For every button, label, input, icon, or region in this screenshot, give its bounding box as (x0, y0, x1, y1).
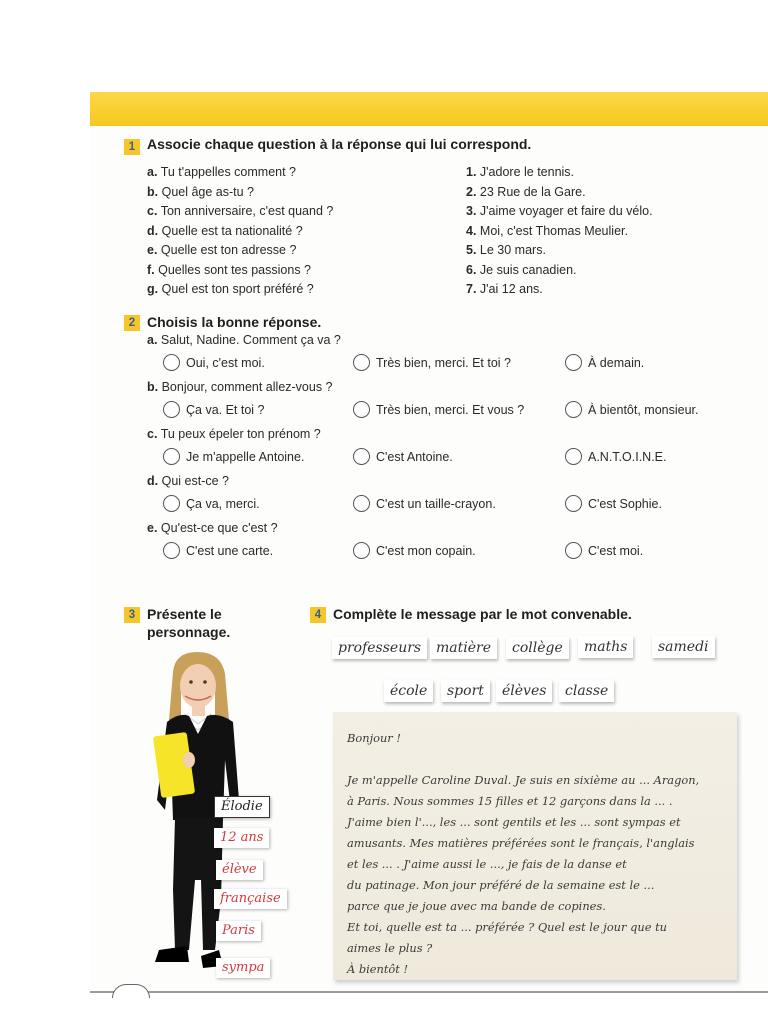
radio-circle[interactable] (163, 354, 180, 371)
page-bottom-rule (90, 991, 768, 993)
mcq-option[interactable] (163, 495, 260, 513)
mcq-question (147, 426, 321, 442)
mcq-letter: e. (147, 521, 158, 535)
top-banner (90, 92, 768, 126)
answer-row (466, 242, 546, 258)
answer-number: 7. (466, 282, 477, 296)
question-letter: b. (147, 184, 159, 199)
profile-tag: élève (216, 860, 263, 880)
profile-tag: française (214, 889, 287, 909)
mcq-option[interactable] (353, 354, 511, 372)
question-row (147, 262, 311, 278)
exercise-1-number: 1 (124, 139, 140, 155)
mcq-option-label: C'est un taille-crayon. (376, 497, 496, 511)
answer-row (466, 184, 586, 200)
page-number-tab (112, 984, 150, 998)
mcq-question-text: Qui est-ce ? (161, 474, 229, 488)
mcq-letter: d. (147, 474, 159, 488)
mcq-option-label: Je m'appelle Antoine. (186, 450, 305, 464)
mcq-question-text: Bonjour, comment allez-vous ? (161, 380, 333, 394)
mcq-option[interactable] (565, 495, 662, 513)
letter-line: parce que je joue avec ma bande de copines. (347, 899, 606, 913)
mcq-option-label: À demain. (588, 356, 645, 370)
mcq-option-label: Très bien, merci. Et vous ? (376, 403, 525, 417)
exercise-2-number: 2 (124, 315, 140, 331)
radio-circle[interactable] (163, 495, 180, 512)
mcq-letter: c. (147, 427, 158, 441)
mcq-option-label: Oui, c'est moi. (186, 356, 265, 370)
mcq-question (147, 332, 341, 348)
radio-circle[interactable] (163, 542, 180, 559)
mcq-option[interactable] (353, 401, 524, 419)
mcq-option-label: C'est une carte. (186, 544, 274, 558)
answer-number: 4. (466, 223, 477, 238)
question-letter: d. (147, 223, 159, 238)
answer-number: 3. (466, 204, 477, 218)
answer-text: 23 Rue de la Gare. (479, 184, 586, 199)
mcq-option-label: C'est Antoine. (376, 450, 453, 464)
profile-tag: Paris (216, 921, 261, 941)
mcq-question (147, 473, 229, 489)
radio-circle[interactable] (353, 354, 370, 371)
answer-text: J'adore le tennis. (479, 165, 575, 179)
answer-text: Moi, c'est Thomas Meulier. (479, 223, 628, 238)
answer-text: J'aime voyager et faire du vélo. (479, 204, 653, 218)
word-card[interactable]: classe (559, 680, 614, 702)
answer-row (466, 223, 628, 239)
profile-tag: Élodie (214, 796, 270, 818)
answer-text: Je suis canadien. (479, 262, 577, 277)
mcq-option[interactable] (353, 495, 496, 513)
word-card[interactable]: matière (430, 637, 497, 659)
mcq-option-label: C'est Sophie. (588, 497, 662, 511)
mcq-option[interactable] (565, 542, 643, 560)
mcq-option[interactable] (353, 542, 476, 560)
radio-circle[interactable] (565, 542, 582, 559)
letter-line: À bientôt ! (347, 962, 409, 976)
letter-line: à Paris. Nous sommes 15 filles et 12 garçons dans la ... . (347, 794, 673, 808)
question-text: Quelle est ta nationalité ? (161, 223, 303, 238)
word-card[interactable]: professeurs (332, 637, 427, 659)
question-letter: c. (147, 204, 158, 218)
mcq-option-label: A.N.T.O.I.N.E. (588, 450, 667, 464)
radio-circle[interactable] (565, 401, 582, 418)
word-card[interactable]: maths (578, 636, 633, 658)
mcq-option[interactable] (163, 448, 304, 466)
profile-tag: 12 ans (214, 828, 269, 848)
exercise-3-number: 3 (124, 607, 140, 623)
question-row (147, 164, 296, 180)
letter-line: Et toi, quelle est ta ... préférée ? Quel est le jour que tu (347, 920, 667, 934)
radio-circle[interactable] (353, 448, 370, 465)
question-text: Quel est ton sport préféré ? (161, 282, 314, 296)
question-text: Quelle est ton adresse ? (160, 243, 297, 257)
question-letter: g. (147, 282, 159, 296)
question-row (147, 203, 333, 219)
question-letter: e. (147, 243, 158, 257)
exercise-1-title: Associe chaque question à la réponse qui lui correspond. (147, 136, 532, 152)
answer-number: 5. (466, 243, 477, 257)
profile-tag: sympa (216, 958, 270, 978)
letter-line: amusants. Mes matières préférées sont le français, l'anglais (347, 836, 695, 850)
word-card[interactable]: samedi (652, 636, 715, 658)
radio-circle[interactable] (163, 401, 180, 418)
question-text: Quelles sont tes passions ? (158, 262, 311, 277)
radio-circle[interactable] (353, 495, 370, 512)
radio-circle[interactable] (565, 495, 582, 512)
letter-line: et les ... . J'aime aussi le ..., je fais de la danse et (347, 857, 627, 871)
radio-circle[interactable] (353, 542, 370, 559)
question-text: Tu t'appelles comment ? (160, 165, 297, 179)
letter-line: J'aime bien l'..., les ... sont gentils et les ... sont sympas et (347, 815, 681, 829)
mcq-option[interactable] (163, 401, 265, 419)
mcq-option[interactable] (163, 354, 265, 372)
mcq-option-label: Ça va. Et toi ? (186, 403, 265, 417)
mcq-option[interactable] (565, 354, 644, 372)
question-row (147, 281, 314, 297)
mcq-option[interactable] (163, 542, 273, 560)
word-card[interactable]: collège (506, 637, 569, 659)
letter-line: du patinage. Mon jour préféré de la semaine est le ... (347, 878, 655, 892)
answer-row (466, 203, 653, 219)
mcq-option[interactable] (353, 448, 453, 466)
mcq-option-label: Très bien, merci. Et toi ? (376, 356, 511, 370)
answer-row (466, 262, 577, 278)
mcq-question-text: Salut, Nadine. Comment ça va ? (160, 333, 341, 347)
question-letter: f. (147, 262, 155, 277)
answer-number: 2. (466, 184, 477, 199)
question-text: Quel âge as-tu ? (161, 184, 255, 199)
question-row (147, 184, 254, 200)
mcq-question (147, 379, 333, 395)
mcq-question (147, 520, 278, 536)
question-letter: a. (147, 165, 158, 179)
radio-circle[interactable] (353, 401, 370, 418)
answer-row (466, 164, 574, 180)
mcq-letter: a. (147, 333, 158, 347)
mcq-letter: b. (147, 380, 159, 394)
answer-row (466, 281, 543, 297)
answer-number: 6. (466, 262, 477, 277)
letter-line: aimes le plus ? (347, 941, 433, 955)
exercise-3-title-line2: personnage. (147, 624, 231, 640)
mcq-option[interactable] (565, 448, 667, 466)
mcq-option[interactable] (565, 401, 698, 419)
question-text: Ton anniversaire, c'est quand ? (160, 204, 334, 218)
word-card[interactable]: élèves (496, 680, 552, 702)
mcq-option-label: À bientôt, monsieur. (588, 403, 699, 417)
mcq-option-label: C'est mon copain. (376, 544, 476, 558)
exercise-4-title: Complète le message par le mot convenable. (333, 606, 632, 622)
letter-line: Je m'appelle Caroline Duval. Je suis en sixième au ... Aragon, (347, 773, 700, 787)
answer-text: Le 30 mars. (479, 243, 546, 257)
question-row (147, 223, 303, 239)
mcq-option-label: Ça va, merci. (186, 497, 260, 511)
exercise-3-title-line1: Présente le (147, 606, 222, 622)
radio-circle[interactable] (565, 448, 582, 465)
mcq-question-text: Tu peux épeler ton prénom ? (160, 427, 321, 441)
letter-line: Bonjour ! (347, 731, 401, 745)
radio-circle[interactable] (565, 354, 582, 371)
exercise-2-title: Choisis la bonne réponse. (147, 314, 322, 330)
word-card[interactable]: école (384, 680, 433, 702)
answer-text: J'ai 12 ans. (479, 282, 543, 296)
mcq-question-text: Qu'est-ce que c'est ? (160, 521, 278, 535)
radio-circle[interactable] (163, 448, 180, 465)
question-row (147, 242, 296, 258)
mcq-option-label: C'est moi. (588, 544, 644, 558)
answer-number: 1. (466, 165, 477, 179)
word-card[interactable]: sport (441, 680, 490, 702)
exercise-4-number: 4 (310, 607, 326, 623)
